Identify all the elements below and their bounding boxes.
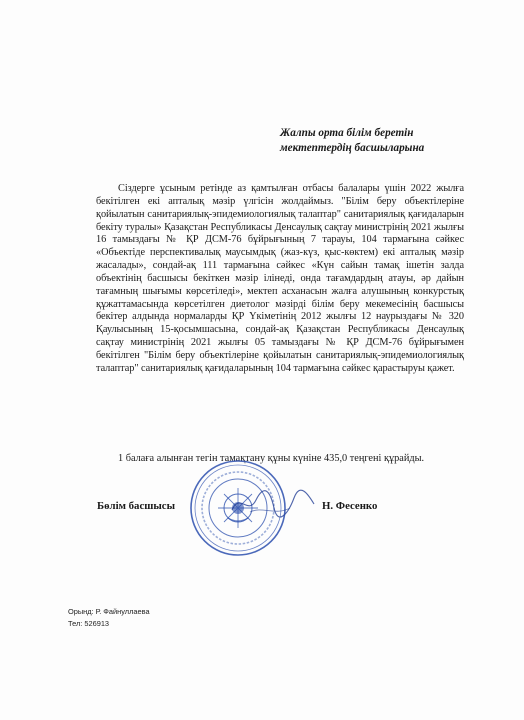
addressee-line-2: мектептердің басшыларына	[280, 142, 425, 154]
executor-name: Орынд: Р. Файнуллаева	[68, 607, 150, 616]
cost-statement: 1 балаға алынған тегін тамақтану құны күніне 435,0 теңгені құрайды.	[118, 453, 425, 464]
signer-name: Н. Фесенко	[322, 500, 378, 512]
signer-title: Бөлім басшысы	[97, 500, 176, 512]
letter-body	[96, 183, 464, 376]
executor-phone: Тел: 526913	[68, 619, 110, 628]
addressee-line-1: Жалпы орта білім беретін	[280, 127, 414, 139]
handwritten-signature	[228, 486, 318, 520]
executor-block	[68, 606, 150, 630]
body-paragraph: Сіздерге ұсыным ретінде аз қамтылған отбасы балалары үшін 2022 жылға бекітілген екі апталық мәзір үлгісін жолдаймыз. "Білім беру объектілеріне қойылатын санитариялық-эпидемиологиялық талаптар" санитариялық қағидаларын бекіту туралы» Қазақстан Республикасы Денсаулық сақтау министрінің 2021 жылғы 16 тамыздағы № ҚР ДСМ-76 бұйрығының 7 тарауы, 104 тармағына сәйкес «Объектіде перспективалық маусымдық (жаз-күз, қыс-көктем) екі апталық мәзір жасалады», сондай-ақ 111 тармағына сәйкес «Күн сайын тамақ ішетін залда объектінің басшысы бекіткен мәзір ілінеді, онда тағамдардың атауы, әр дайын тағамның шығымы көрсетіледі», мектеп асханасын жалға алушының конкурстық құжаттамасында көрсетілген диетолог мәзірді білім беру мекемесінің басшысы бекітер алдында нормаларды ҚР Үкіметінің 2012 жылғы 12 наурыздағы № 320 Қаулысының 15-қосымшасына, сондай-ақ Қазақстан Республикасы Денсаулық сақтау министрінің 2021 жылғы 05 тамыздағы № ҚР ДСМ-76 бұйрығымен бекітілген "Білім беру объектілеріне қойылатын санитариялық-эпидемиологиялық талаптар" санитариялық қағидаларының 104 тармағына сәйкес қарастыруы қажет.	[96, 183, 464, 374]
addressee-block	[280, 126, 500, 156]
